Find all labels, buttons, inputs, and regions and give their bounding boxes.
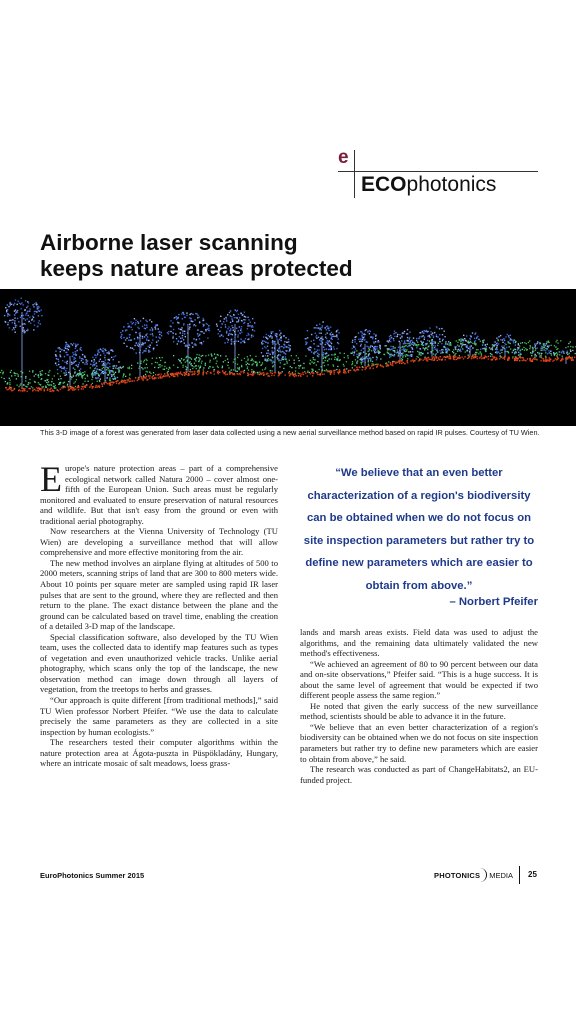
footer-divider xyxy=(519,866,520,884)
section-vertical-rule xyxy=(354,150,355,198)
logo-text-regular: MEDIA xyxy=(489,870,514,880)
article-paragraph: Now researchers at the Vienna University of Technology (TU Wien) are developing a surveillance method that will allow comprehensive and more effective monitoring from the air. xyxy=(40,526,278,558)
article-paragraph: He noted that given the early success of the new surveillance method, scientists should be able to advance it in the future. xyxy=(300,700,538,722)
pull-quote: “We believe that an even better characterization of a region's biodiversity can be obtained when we do not focus on site inspection parameters but rather try to define new parameters which are easier to obtain from above.” xyxy=(303,467,535,592)
headline-line-1: Airborne laser scanning xyxy=(40,230,298,255)
article-headline xyxy=(40,230,540,282)
article-paragraph: Special classification software, also developed by the TU Wien team, uses the collected data to identify map features such as types of vegetation and even unauthorized vehicle tracks. Unlike aerial photography, which scans only the top of the landscape, the new observation method can image down through all layers of vegetation, from the treetops to herbs and grasses. xyxy=(40,631,278,695)
logo-text-bold: PHOTONICS xyxy=(434,870,481,880)
footer-publication: EuroPhotonics Summer 2015 xyxy=(40,871,145,880)
article-paragraph: “We achieved an agreement of 80 to 90 percent between our data and on-site observations,” Pfeifer said. “This is a huge success. It is about the same level of agreement that would be expected if two different people assess the same region.” xyxy=(300,658,538,701)
article-paragraph: “We believe that an even better characterization of a region's biodiversity can be obtained when we do not focus on site inspection parameters but rather try to define new parameters which are easier to obtain from above,” he said. xyxy=(300,721,538,764)
article-column-left xyxy=(40,459,278,769)
image-caption: This 3-D image of a forest was generated from laser data collected using a new aerial surveillance method based on rapid IR pulses. Courtesy of TU Wien. xyxy=(40,428,540,437)
drop-cap: E xyxy=(40,459,62,499)
pull-quote-attribution: – Norbert Pfeifer xyxy=(449,596,538,608)
section-horizontal-rule xyxy=(338,171,538,172)
page-number: 25 xyxy=(528,870,537,879)
headline-line-2: keeps nature areas protected xyxy=(40,256,353,281)
forest-point-cloud-graphic xyxy=(0,289,576,426)
article-paragraph: “Our approach is quite different [from traditional methods],” said TU Wien professor Norbert Pfeifer. “We use the data to calculate precisely the same parameters as they are collected in a site inspection by human ecologists.” xyxy=(40,695,278,737)
section-name xyxy=(361,173,496,197)
section-header xyxy=(338,148,538,200)
article-paragraph: The new method involves an airplane flying at altitudes of 500 to 2000 meters, scanning strips of land that are 300 to 800 meters wide. About 10 points per square meter are sampled using rapid IR laser pulses that are sent to the ground, where they are reflected and then return to the plane. The exact distance between the plane and the ground can be calculated based on travel time, enabling the creation of a detailed 3-D map of the landscape. xyxy=(40,557,278,632)
article-paragraph: The researchers tested their computer algorithms within the nature protection area at Ágota-puszta in Püspökladány, Hungary, where an intricate mosaic of salt meadows, loess grass- xyxy=(40,737,278,769)
article-column-right xyxy=(300,627,538,785)
section-prefix: e xyxy=(338,147,349,168)
section-name-regular: photonics xyxy=(406,173,497,196)
forest-lidar-image xyxy=(0,289,576,426)
article-paragraph: Europe's nature protection areas – part of a comprehensive ecological network called Natura 2000 – cover almost one-fifth of the European Union. Such areas must be regularly monitored and evaluated to ensure preservation of natural resources and wildlife. But that isn't easy from the ground or even with traditional aerial photography. xyxy=(40,459,278,526)
article-paragraph: lands and marsh areas exists. Field data was used to adjust the algorithms, and the remaining data ultimately validated the new method's effectiveness. xyxy=(300,627,538,659)
article-paragraph: The research was conducted as part of ChangeHabitats2, an EU-funded project. xyxy=(300,764,538,785)
section-name-bold: ECO xyxy=(361,173,407,196)
photonics-media-logo xyxy=(434,867,513,883)
logo-arc-icon xyxy=(480,868,487,882)
